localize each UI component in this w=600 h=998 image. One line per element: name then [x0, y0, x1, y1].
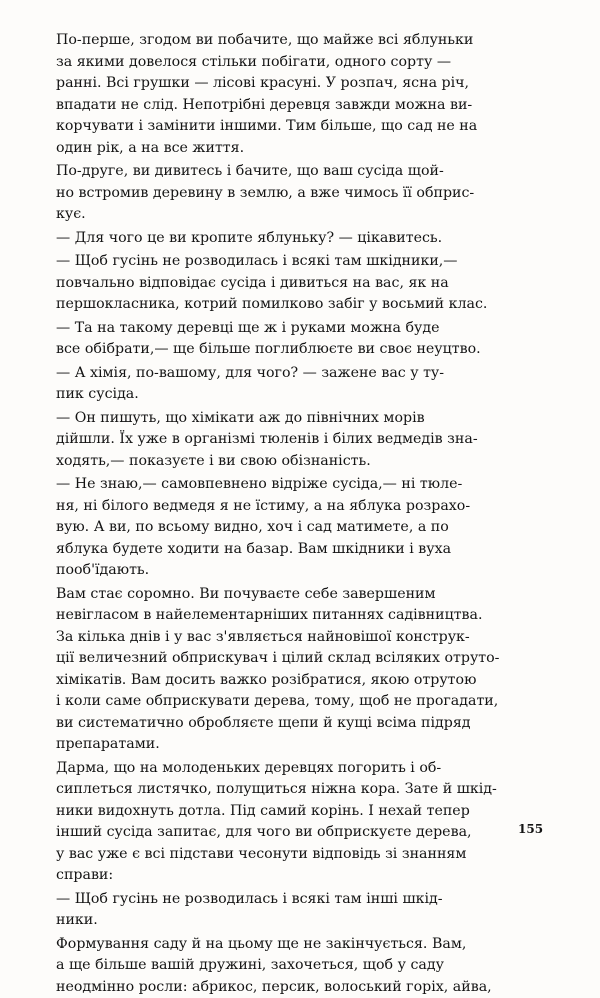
page-number: 155	[518, 822, 543, 836]
text-line: пооб'їдають.	[56, 560, 544, 582]
paragraph	[56, 889, 544, 932]
text-line: — А хімія, по-вашому, для чого? — заженe вас у ту-	[56, 363, 544, 385]
text-line: дійшли. Їх уже в організмі тюленів і білих ведмедів зна-	[56, 429, 544, 451]
text-line: пик сусіда.	[56, 384, 544, 406]
text-line: повчально відповідає сусіда і дивиться на вас, як на	[56, 273, 544, 295]
text-line: кує.	[56, 204, 544, 226]
paragraph	[56, 30, 544, 159]
text-line: вую. А ви, по всьому видно, хоч і сад матимете, а по	[56, 517, 544, 539]
text-line: ня, ні білого ведмедя я не їстиму, а на яблука розрахо-	[56, 496, 544, 518]
text-line: ранні. Всі грушки — лісові красуні. У розпач, ясна річ,	[56, 73, 544, 95]
paragraph	[56, 363, 544, 406]
paragraph	[56, 474, 544, 582]
paragraph	[56, 408, 544, 473]
text-line: сиплеться листячко, полущиться ніжна кора. Зате й шкід-	[56, 779, 544, 801]
text-line: за якими довелося стільки побігати, одного сорту —	[56, 52, 544, 74]
text-line: — Для чого це ви кропите яблуньку? — цікавитесь.	[56, 228, 544, 250]
text-line: Дарма, що на молоденьких деревцях погорить і об-	[56, 758, 544, 780]
text-line: один рік, а на все життя.	[56, 138, 544, 160]
text-line: впадати не слід. Непотрібні деревця завжди можна ви-	[56, 95, 544, 117]
text-line: корчувати і замінити іншими. Тим більше, що сад не на	[56, 116, 544, 138]
paragraph	[56, 251, 544, 316]
text-line: — Не знаю,— самовпевнено відріже сусіда,— ні тюле-	[56, 474, 544, 496]
text-line: — Он пишуть, що хімікати аж до північних морів	[56, 408, 544, 430]
text-line: но встромив деревину в землю, а вже чимось її обприс-	[56, 183, 544, 205]
text-line: ви систематично обробляєте щепи й кущі всіма підряд	[56, 713, 544, 735]
paragraph	[56, 161, 544, 226]
text-line: неодмінно росли: абрикос, персик, волоський горіх, айва,	[56, 977, 544, 998]
text-line: Формування саду й на цьому ще не закінчується. Вам,	[56, 934, 544, 956]
paragraph	[56, 758, 544, 887]
text-line: ції величезний обприскувач і цілий склад всіляких отруто-	[56, 648, 544, 670]
text-line: хімікатів. Вам досить важко розібратися, якою отрутою	[56, 670, 544, 692]
paragraph	[56, 934, 544, 998]
text-line: — Щоб гусінь не розводилась і всякі там інші шкід-	[56, 889, 544, 911]
text-line: По-перше, згодом ви побачите, що майже всі яблуньки	[56, 30, 544, 52]
text-line: інший сусіда запитає, для чого ви обприскуєте дерева,	[56, 822, 544, 844]
paragraph	[56, 228, 544, 250]
text-line: невігласом в найелементарніших питаннях садівництва.	[56, 605, 544, 627]
text-line: все обібрати,— ще більше поглиблюєте ви своє неуцтво.	[56, 339, 544, 361]
text-line: яблука будете ходити на базар. Вам шкідники і вуха	[56, 539, 544, 561]
text-line: — Та на такому деревці ще ж і руками можна буде	[56, 318, 544, 340]
text-line: ники.	[56, 910, 544, 932]
text-line: справи:	[56, 865, 544, 887]
text-line: За кілька днів і у вас з'являється найновішої конструк-	[56, 627, 544, 649]
text-line: Вам стає соромно. Ви почуваєте себе завершеним	[56, 584, 544, 606]
text-line: препаратами.	[56, 734, 544, 756]
text-line: і коли саме обприскувати дерева, тому, щоб не прогадати,	[56, 691, 544, 713]
text-line: — Щоб гусінь не розводилась і всякі там шкідники,—	[56, 251, 544, 273]
text-line: ходять,— показуєте і ви свою обізнаність.	[56, 451, 544, 473]
paragraph	[56, 584, 544, 756]
book-page-text	[56, 30, 544, 998]
text-line: першокласника, котрий помилково забіг у восьмий клас.	[56, 294, 544, 316]
paragraph	[56, 318, 544, 361]
text-line: По-друге, ви дивитесь і бачите, що ваш сусіда щой-	[56, 161, 544, 183]
text-line: ники видохнуть дотла. Під самий корінь. І нехай тепер	[56, 801, 544, 823]
text-line: у вас уже є всі підстави чесонути відповідь зі знанням	[56, 844, 544, 866]
text-line: а ще більше вашій дружині, захочеться, щоб у саду	[56, 955, 544, 977]
